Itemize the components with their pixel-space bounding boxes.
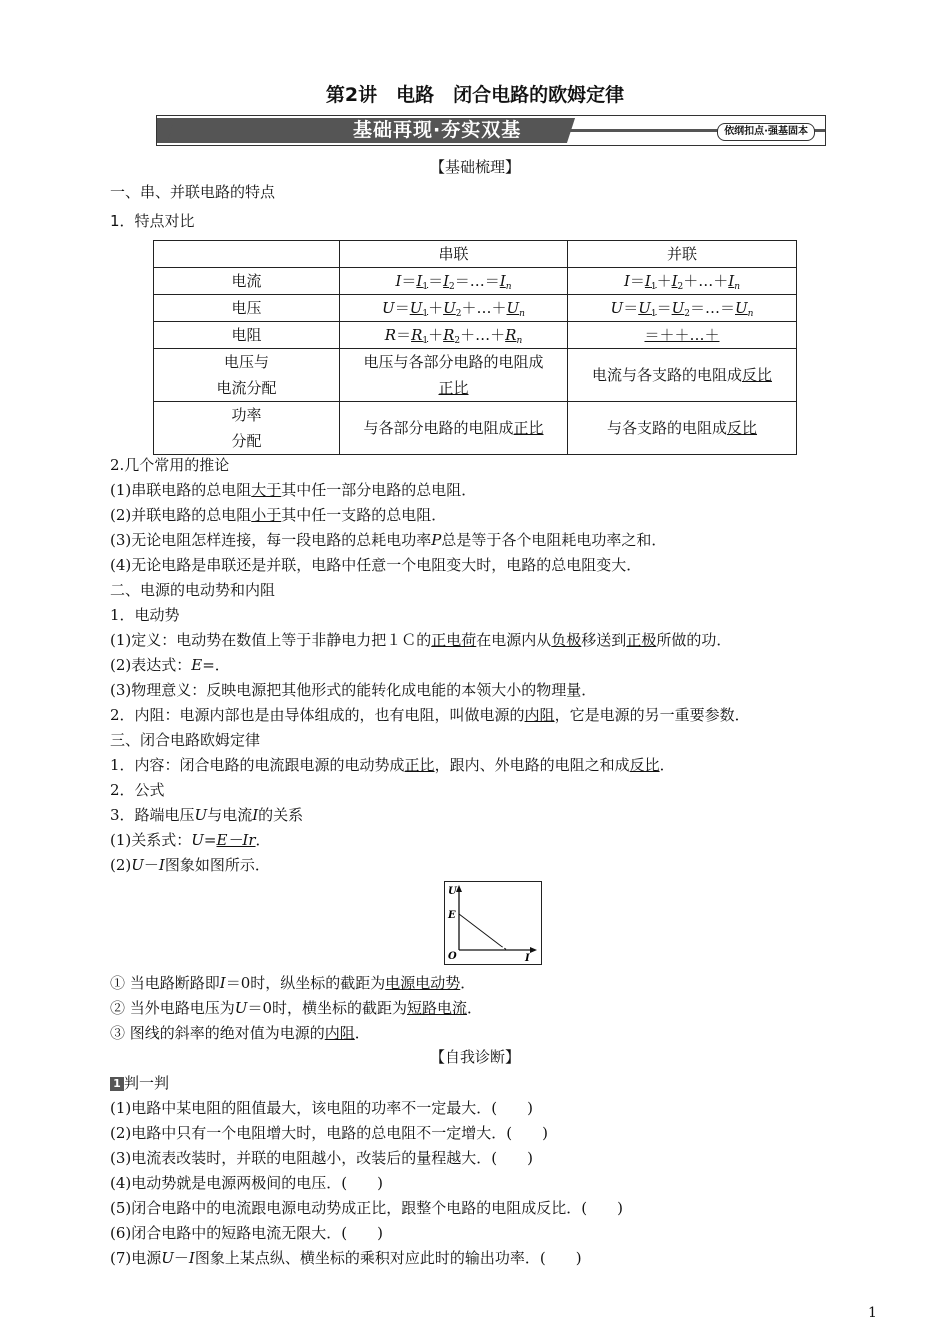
inference-3: (3)无论电阻怎样连接，每一段电路的总耗电功率P总是等于各个电阻耗电功率之和． [110,531,667,549]
relation-formula: (1)关系式：U=E－Ir． [110,831,271,849]
heading-2-2: 2．内阻：电源内部也是由导体组成的，也有电阻，叫做电源的内阻，它是电源的另一重要参数． [110,706,750,724]
heading-1: 一、串、并联电路的特点 [110,183,276,201]
inference-4: (4)无论电路是串联还是并联，电路中任意一个电阻变大时，电路的总电阻变大． [110,556,642,574]
col-header-series: 串联 [340,241,568,268]
judge-heading: 1 判一判 [110,1072,169,1093]
section-banner [156,115,826,146]
heading-1-2: 2.几个常用的推论 [110,456,230,474]
judge-item-6: (6)闭合电路中的短路电流无限大．( ) [110,1224,383,1242]
table-corner [154,241,340,268]
judge-item-5: (5)闭合电路中的电流跟电源电动势成正比，跟整个电路的电阻成反比．( ) [110,1199,623,1217]
section-heading-diagnosis: 【自我诊断】 [429,1048,520,1066]
u-i-line [459,914,501,946]
e-intercept-label: E [448,910,456,921]
u-axis-label: U [448,886,457,897]
emf-expression: (2)表达式：E=． [110,656,230,674]
cell-current-series: $I=I_1=I_2=\dots=I_n$ [340,268,568,295]
cell-voltage-series: $U=U_1+U_2+\dots+U_n$ [340,295,568,322]
i-axis-label: I [525,953,530,964]
row-label-voltage: 电压 [154,295,340,322]
i-axis-arrow [530,947,537,953]
judge-item-4: (4)电动势就是电源两极间的电压．( ) [110,1174,383,1192]
cell-vc-parallel: 电流与各支路的电阻成反比 [568,349,797,402]
cell-voltage-parallel: $U=U_1=U_2=\dots=U_n$ [568,295,797,322]
origin-label: O [448,951,457,962]
heading-2-1: 1．电动势 [110,606,180,624]
row-label-power: 功率 分配 [154,402,340,455]
judge-badge: 1 [110,1077,124,1091]
inference-2: (2)并联电路的总电阻小于其中任一支路的总电阻． [110,506,447,524]
heading-3: 三、闭合电路欧姆定律 [110,731,261,749]
cell-power-parallel: 与各支路的电阻成反比 [568,402,797,455]
banner-side-tag: 依纲扣点·强基固本 [717,123,815,141]
u-i-graph-svg [445,882,541,964]
section-heading-basic: 【基础梳理】 [429,158,520,176]
graph-point-3: ③ 图线的斜率的绝对值为电源的内阻． [110,1024,370,1042]
cell-current-parallel: $I=I_1+I_2+\dots+I_n$ [568,268,797,295]
comparison-table [153,240,797,455]
cell-resistance-series: $R=R_1+R_2+\dots+R_n$ [340,322,568,349]
row-label-vc: 电压与 电流分配 [154,349,340,402]
heading-2: 二、电源的电动势和内阻 [110,581,276,599]
page-number: 1 [868,1305,877,1321]
u-i-graph [444,881,542,965]
cell-resistance-parallel: ＝＋＋…＋ [568,322,797,349]
banner-main-text: 基础再现·夯实双基 [353,119,522,141]
judge-item-3: (3)电流表改装时，并联的电阻越小，改装后的量程越大．( ) [110,1149,533,1167]
graph-point-2: ② 当外电路电压为U＝0时，横坐标的截距为短路电流． [110,999,483,1017]
cell-power-series: 与各部分电路的电阻成正比 [340,402,568,455]
judge-item-1: (1)电路中某电阻的阻值最大，该电阻的功率不一定最大．( ) [110,1099,533,1117]
emf-meaning: (3)物理意义：反映电源把其他形式的能转化成电能的本领大小的物理量． [110,681,597,699]
heading-3-1: 1．内容：闭合电路的电流跟电源的电动势成正比，跟内、外电路的电阻之和成反比． [110,756,675,774]
cell-vc-series: 电压与各部分电路的电阻成 正比 [340,349,568,402]
emf-definition: (1)定义：电动势在数值上等于非静电力把１Ｃ的正电荷在电源内从负极移送到正极所做的功． [110,631,732,649]
judge-item-2: (2)电路中只有一个电阻增大时，电路的总电阻不一定增大．( ) [110,1124,548,1142]
relation-graph-note: (2)U－I图象如图所示． [110,856,270,874]
judge-item-7: (7)电源U－I图象上某点纵、横坐标的乘积对应此时的输出功率．( ) [110,1249,582,1267]
graph-point-1: ① 当电路断路即I＝0时，纵坐标的截距为电源电动势． [110,974,476,992]
page-title: 第2讲 电路 闭合电路的欧姆定律 [325,84,625,106]
u-axis-arrow [456,885,462,892]
heading-3-2: 2．公式 [110,781,165,799]
row-label-resistance: 电阻 [154,322,340,349]
inference-1: (1)串联电路的总电阻大于其中任一部分电路的总电阻． [110,481,477,499]
col-header-parallel: 并联 [568,241,797,268]
heading-1-1: 1．特点对比 [110,212,195,230]
heading-3-3: 3．路端电压U与电流I的关系 [110,806,304,824]
row-label-current: 电流 [154,268,340,295]
